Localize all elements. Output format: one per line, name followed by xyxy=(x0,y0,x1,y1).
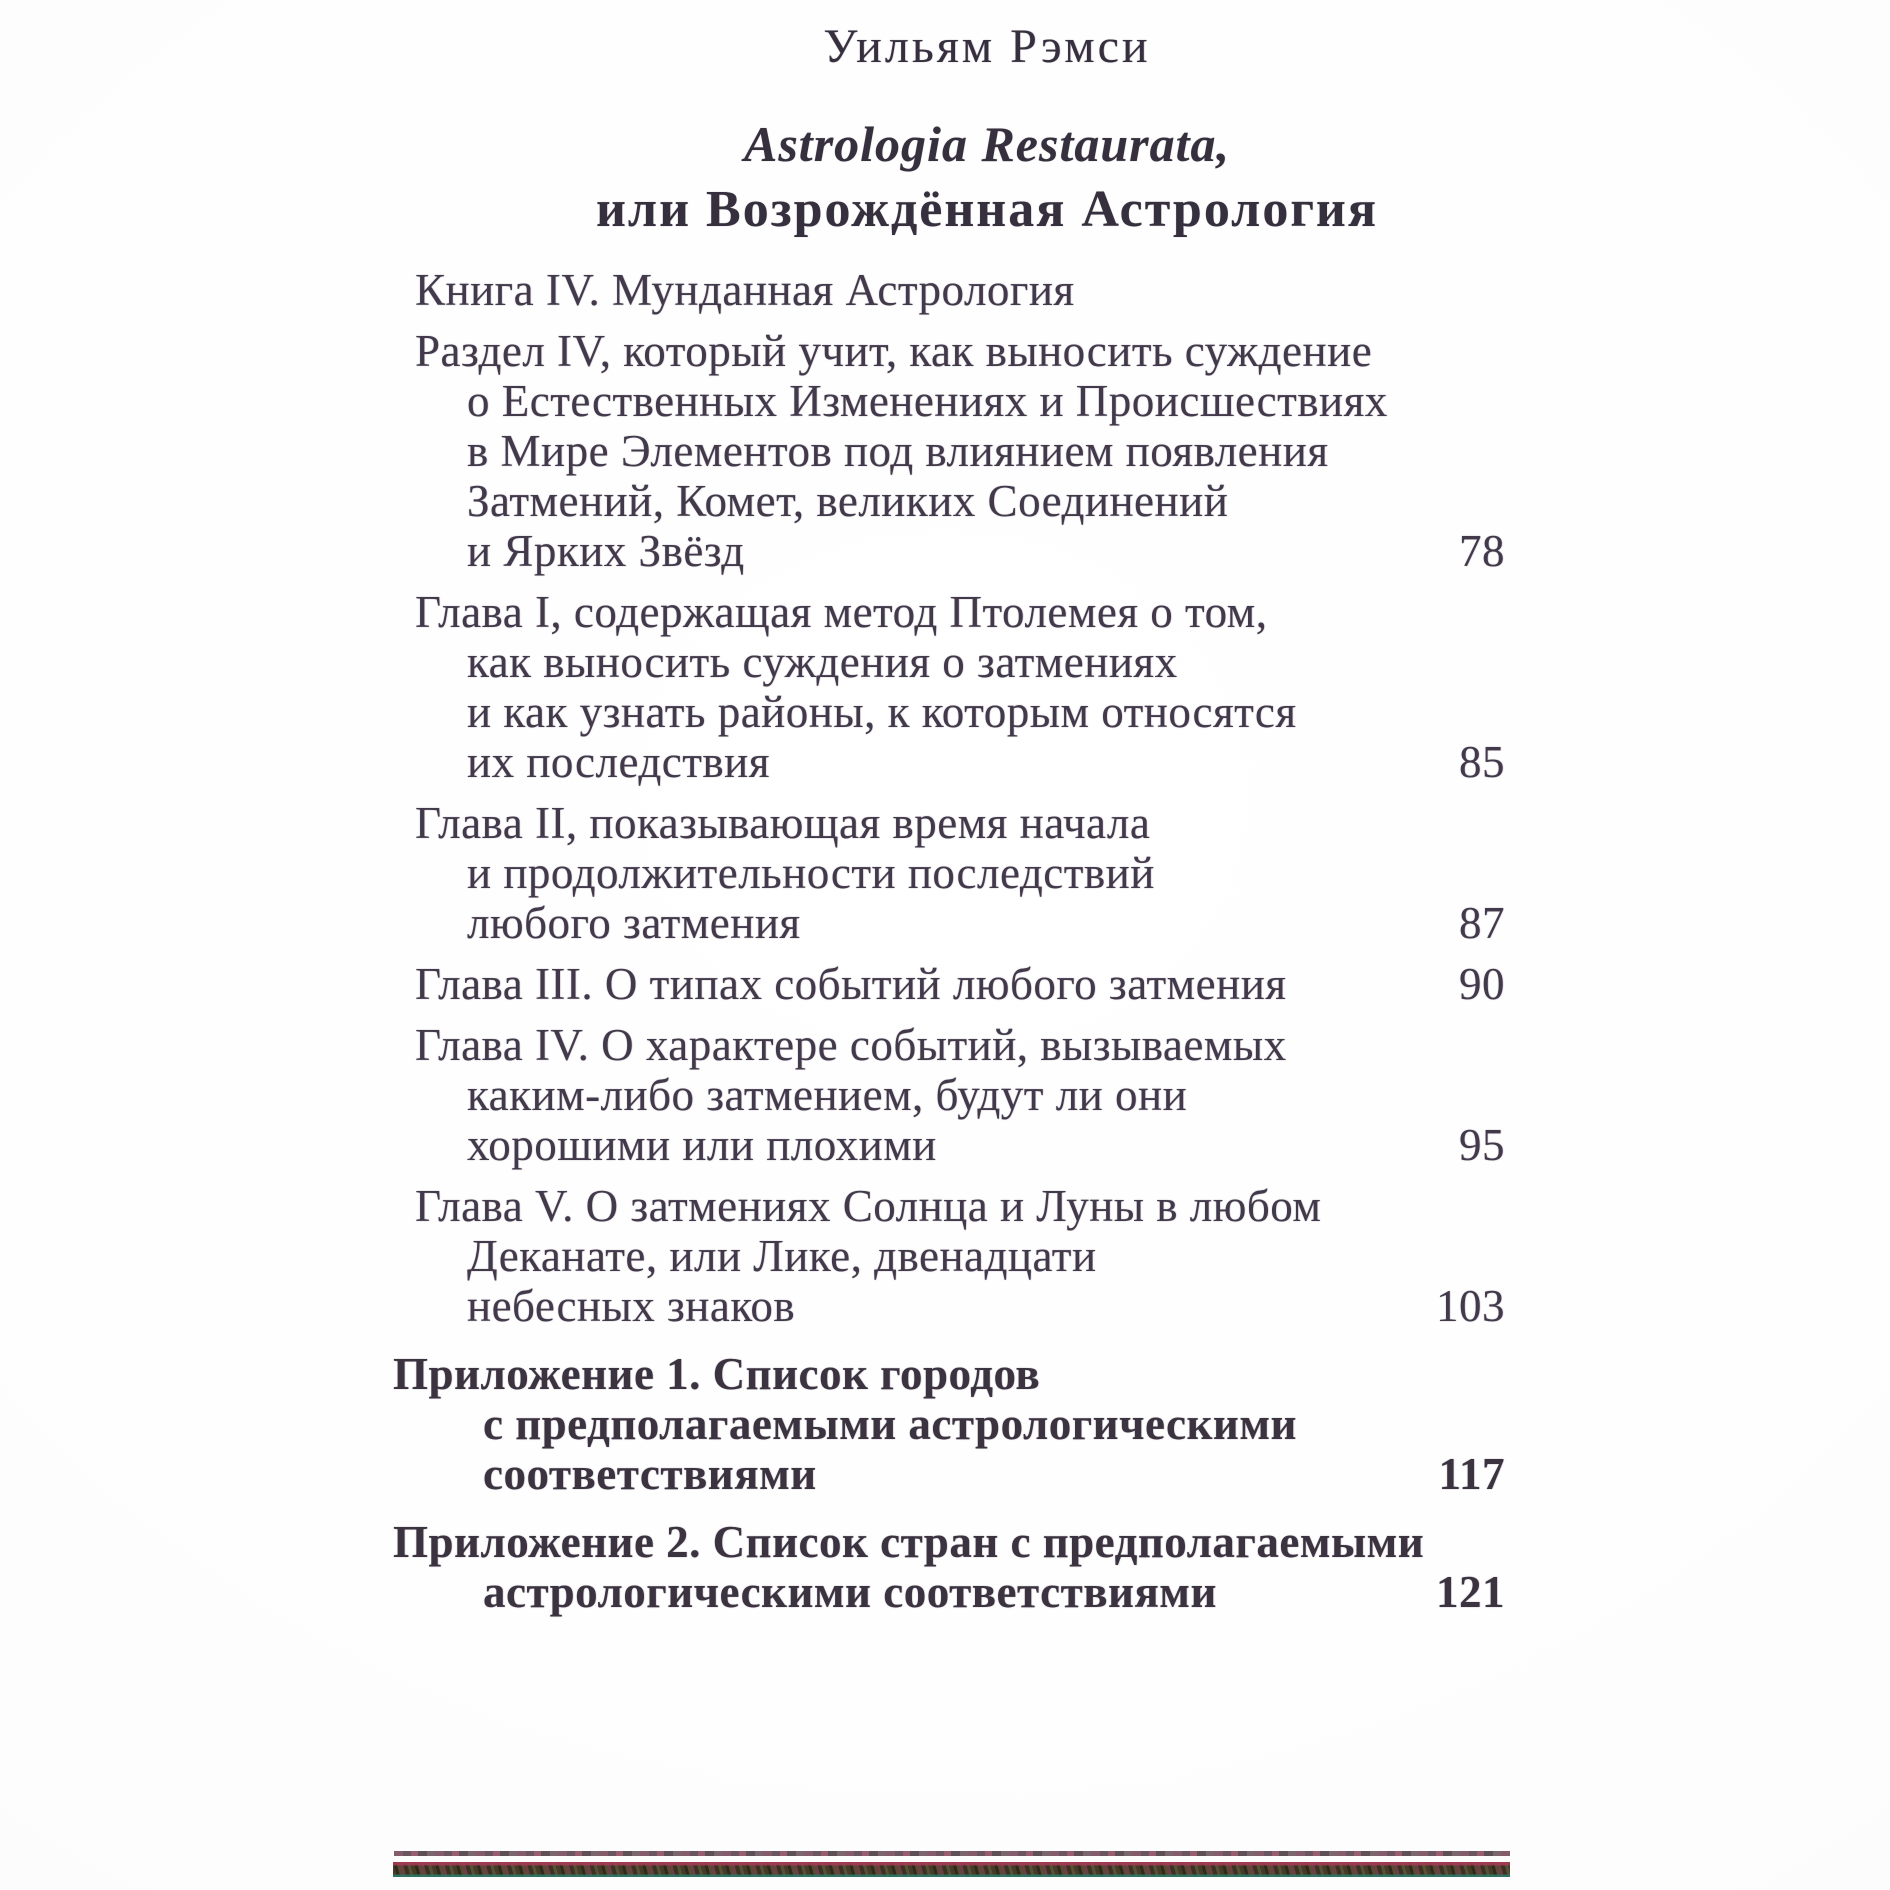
toc-line xyxy=(393,1517,1505,1567)
toc-line xyxy=(415,1181,1505,1231)
toc-entry xyxy=(415,326,1505,576)
toc-line-text: Приложение 1. Список городов xyxy=(393,1349,1041,1399)
toc-line xyxy=(415,1231,1505,1281)
book-title-russian: или Возрождённая Астрология xyxy=(595,181,1379,238)
toc-line xyxy=(415,1020,1505,1070)
toc-line xyxy=(415,637,1505,687)
toc-line-text: Деканате, или Лике, двенадцати xyxy=(467,1231,1097,1281)
book-title-latin: Astrologia Restaurata, xyxy=(744,116,1230,172)
toc-line xyxy=(415,687,1505,737)
toc-line-text: любого затмения xyxy=(467,898,801,948)
page-header xyxy=(42,0,1890,241)
toc-entry xyxy=(415,798,1505,948)
toc-line xyxy=(415,526,1505,576)
toc-entry xyxy=(415,265,1505,315)
toc-line xyxy=(415,737,1505,787)
toc-line-text: Глава II, показывающая время начала xyxy=(415,798,1151,848)
toc-line-text: в Мире Элементов под влиянием появления xyxy=(467,426,1329,476)
toc-page-number: 78 xyxy=(1459,526,1505,576)
toc-line-text: и как узнать районы, к которым относятся xyxy=(467,687,1297,737)
toc-line-text: и продолжительности последствий xyxy=(467,848,1155,898)
toc-line-text: Глава I, содержащая метод Птолемея о том, xyxy=(415,587,1268,637)
toc-line xyxy=(415,587,1505,637)
toc-line-text: о Естественных Изменениях и Происшествиях xyxy=(467,376,1388,426)
table-of-contents xyxy=(393,265,1505,1617)
toc-entry xyxy=(415,1020,1505,1170)
toc-line xyxy=(415,326,1505,376)
toc-line xyxy=(415,265,1505,315)
toc-page-number: 90 xyxy=(1459,959,1505,1009)
toc-line-text: их последствия xyxy=(467,737,770,787)
toc-entry xyxy=(393,1517,1505,1617)
toc-page-number: 85 xyxy=(1459,737,1505,787)
toc-line xyxy=(393,1349,1505,1399)
toc-page-number: 95 xyxy=(1459,1120,1505,1170)
toc-line-text: Глава IV. О характере событий, вызываемых xyxy=(415,1020,1287,1070)
toc-line xyxy=(415,376,1505,426)
toc-entry xyxy=(393,1349,1505,1499)
toc-line-text: Затмений, Комет, великих Соединений xyxy=(467,476,1229,526)
toc-page-number: 87 xyxy=(1459,898,1505,948)
toc-line-text: Раздел IV, который учит, как выносить суждение xyxy=(415,326,1373,376)
toc-line-text: астрологическими соответствиями xyxy=(483,1567,1217,1617)
toc-line xyxy=(415,1120,1505,1170)
toc-page-number: 121 xyxy=(1436,1567,1505,1617)
toc-line-text: как выносить суждения о затмениях xyxy=(467,637,1178,687)
toc-page-number: 117 xyxy=(1438,1449,1505,1499)
toc-line-text: и Ярких Звёзд xyxy=(467,526,745,576)
toc-entry xyxy=(415,959,1505,1009)
toc-entry xyxy=(415,587,1505,787)
toc-line-text: Глава V. О затмениях Солнца и Луны в любом xyxy=(415,1181,1322,1231)
toc-line xyxy=(415,426,1505,476)
toc-line xyxy=(415,1070,1505,1120)
page-edge-thick-bar xyxy=(393,1862,1510,1877)
toc-line-text: Книга IV. Мунданная Астрология xyxy=(415,265,1075,315)
toc-page-number: 103 xyxy=(1436,1281,1505,1331)
toc-line xyxy=(393,1449,1505,1499)
toc-line-text: Приложение 2. Список стран с предполагаемыми xyxy=(393,1517,1425,1567)
toc-line xyxy=(415,848,1505,898)
toc-line-text: соответствиями xyxy=(483,1449,817,1499)
author-name: Уильям Рэмси xyxy=(823,20,1151,73)
toc-line xyxy=(415,476,1505,526)
toc-line-text: Глава III. О типах событий любого затмения xyxy=(415,959,1287,1009)
toc-line xyxy=(415,898,1505,948)
page-edge-thin-line xyxy=(394,1851,1510,1856)
toc-line xyxy=(415,798,1505,848)
toc-line xyxy=(415,1281,1505,1331)
toc-line-text: хорошими или плохими xyxy=(467,1120,937,1170)
toc-entry xyxy=(415,1181,1505,1331)
toc-line xyxy=(415,959,1505,1009)
toc-line-text: с предполагаемыми астрологическими xyxy=(483,1399,1297,1449)
toc-line-text: каким-либо затмением, будут ли они xyxy=(467,1070,1188,1120)
toc-line-text: небесных знаков xyxy=(467,1281,796,1331)
toc-line xyxy=(393,1567,1505,1617)
toc-line xyxy=(393,1399,1505,1449)
